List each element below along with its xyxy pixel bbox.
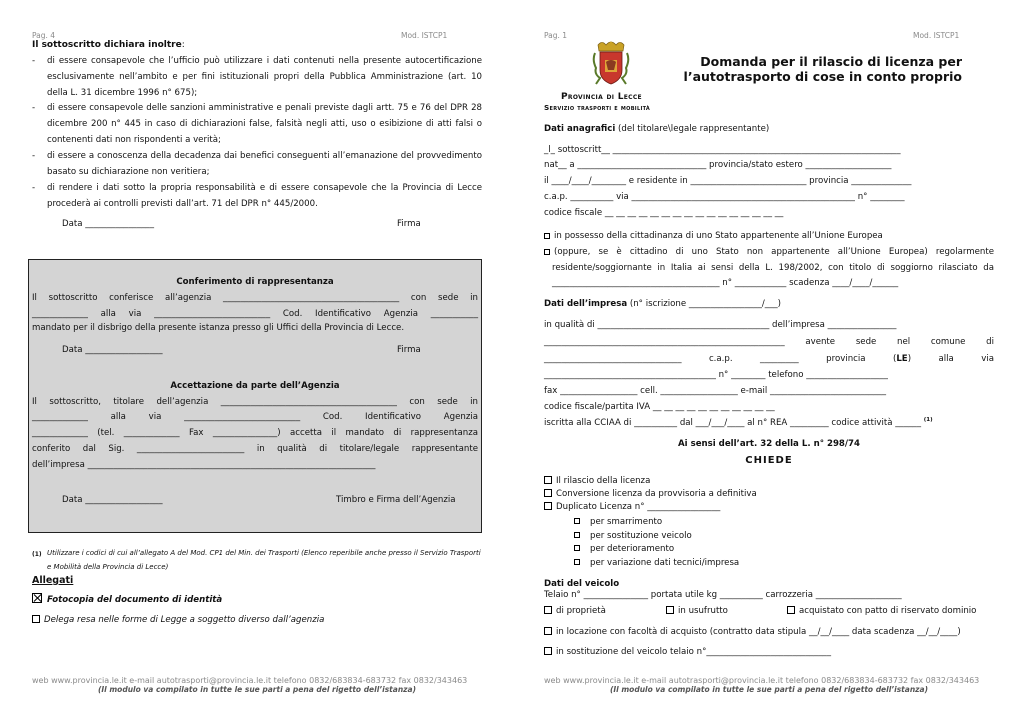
allegati-title: Allegati — [32, 575, 74, 586]
page-number: Pag. 1 — [544, 31, 568, 40]
duplicate-reason[interactable]: per deterioramento — [574, 544, 674, 554]
square-bullet-icon[interactable] — [574, 518, 580, 524]
declaration-item: - di essere consapevole delle sanzioni amministrative e penali previste dagli artt. 75 e 76 del DPR 28 dicembre 200 n° 445 in caso di dichiarazioni false, falsità negli atti, uso o esibizione di atti falsi o contenenti dati non rispondenti a verità; — [32, 103, 482, 145]
checkbox-icon[interactable] — [32, 615, 40, 623]
accettazione-title: Accettazione da parte dell’Agenzia — [170, 381, 340, 391]
org-service: Servizio trasporti e mobilità — [544, 103, 651, 112]
module-code: Mod. ISTCP1 — [913, 31, 960, 40]
ownership-option[interactable]: in usufrutto — [666, 606, 728, 616]
anagrafici-line[interactable]: nat__ a ______________________________ provincia/stato estero ____________________ — [544, 160, 892, 170]
square-bullet-icon[interactable] — [574, 559, 580, 565]
request-option[interactable]: Conversione licenza da provvisoria a definitiva — [544, 489, 757, 499]
request-option[interactable]: Duplicato Licenza n° _________________ — [544, 502, 720, 512]
footnote-text: Utilizzare i codici di cui all’allegato A del Mod. CP1 del Min. dei Trasporti (Elenco reperibile anche presso il Servizio Trasporti — [47, 549, 481, 557]
agency-stamp-label: Timbro e Firma dell’Agenzia — [336, 495, 456, 505]
replacement-option[interactable]: in sostituzione del veicolo telaio n°_____________________________ — [544, 647, 831, 657]
declaration-heading: Il sottoscritto dichiara inoltre: — [32, 40, 185, 50]
request-option[interactable]: Il rilascio della licenza — [544, 476, 650, 486]
footer-note: (Il modulo va compilato in tutte le sue parti a pena del rigetto dell’istanza) — [609, 685, 929, 694]
duplicate-reason[interactable]: per smarrimento — [574, 517, 662, 527]
impresa-line[interactable]: fax __________________ cell. __________________ e-mail ___________________________ — [544, 386, 887, 396]
conferimento-signature: Firma — [397, 345, 421, 355]
duplicate-reason[interactable]: per variazione dati tecnici/impresa — [574, 558, 739, 568]
square-bullet-icon[interactable] — [574, 532, 580, 538]
checkbox-checked-icon[interactable] — [32, 593, 42, 603]
footnote-number: (1) — [32, 551, 42, 558]
checkbox-icon[interactable] — [544, 627, 552, 635]
declaration-item: - di essere consapevole che l’ufficio può utilizzare i dati contenuti nella presente autocertificazione esclusivamente nell’ambito e per fini istituzionali propri della Pubblica Amministrazione (art. 10 della L. 31 dicembre 1996 n° 675); — [32, 56, 482, 98]
checkbox-icon[interactable] — [544, 502, 552, 510]
checkbox-icon[interactable] — [544, 249, 550, 255]
conferimento-date[interactable]: Data __________________ — [62, 345, 163, 355]
conferimento-line[interactable]: Il sottoscritto conferisce all’agenzia _________________________________________ con sede in — [32, 293, 478, 303]
checkbox-icon[interactable] — [787, 606, 795, 614]
anagrafici-line[interactable]: _l_ sottoscritt__ ___________________________________________________________________ — [544, 145, 901, 155]
anagrafici-line[interactable]: c.a.p. __________ via ____________________________________________________ n° ________ — [544, 192, 905, 202]
checkbox-icon[interactable] — [544, 489, 552, 497]
vehicle-line[interactable]: Telaio n° _______________ portata utile kg __________ carrozzeria ____________________ — [544, 590, 902, 600]
signature-label: Firma — [397, 219, 421, 229]
conferimento-line: mandato per il disbrigo della presente istanza presso gli Uffici della Provincia di Lecce. — [32, 323, 405, 333]
ownership-option[interactable]: di proprietà — [544, 606, 606, 616]
module-code: Mod. ISTCP1 — [401, 31, 448, 40]
allegato-item[interactable]: Fotocopia del documento di identità — [32, 593, 222, 605]
footnote-text: e Mobilità della Provincia di Lecce) — [47, 563, 169, 571]
accettazione-line[interactable]: _____________ (tel. _____________ Fax _______________) accetta il mandato di rappresentanza — [32, 428, 478, 438]
impresa-line[interactable]: in qualità di ________________________________________ dell’impresa ________________ — [544, 320, 897, 330]
footer-contacts: web www.provincia.le.it e-mail autotrasporti@provincia.le.it telefono 0832/683834-683732 fax 0832/343463 — [544, 676, 980, 685]
impresa-line[interactable]: ________________________________________ n° ________ telefono ___________________ — [544, 370, 888, 380]
page-1 — [512, 0, 1024, 724]
checkbox-icon[interactable] — [544, 476, 552, 484]
anagrafici-heading: Dati anagrafici (del titolare\legale rappresentante) — [544, 124, 770, 134]
declaration-item: - di essere a conoscenza della decadenza dai benefici conseguenti all’emanazione del provvedimento basato su dichiarazione non veritiera; — [32, 151, 482, 177]
law-reference: Ai sensi dell’art. 32 della L. n° 298/74 — [677, 439, 861, 449]
cciaa-line[interactable]: iscritta alla CCIAA di __________ dal ___/___/____ al n° REA _________ codice attività ______ $^{(1)}$ — [544, 417, 933, 428]
duplicate-reason[interactable]: per sostituzione veicolo — [574, 531, 692, 541]
checkbox-icon[interactable] — [666, 606, 674, 614]
impresa-line[interactable]: ________________________________________________________ avente sede nel comune di — [544, 337, 994, 347]
square-bullet-icon[interactable] — [574, 545, 580, 551]
citizenship-option[interactable]: in possesso della cittadinanza di uno Stato appartenente all’Unione Europea — [544, 231, 883, 241]
ownership-option[interactable]: acquistato con patto di riservato dominio — [787, 606, 976, 616]
form-title: Domanda per il rilascio di licenza per l’autotrasporto di cose in conto proprio — [683, 54, 962, 84]
tax-code-field[interactable]: codice fiscale __ __ __ __ __ __ __ __ __ __ __ __ __ __ __ __ — [544, 208, 784, 218]
checkbox-icon[interactable] — [544, 647, 552, 655]
org-name: Provincia di Lecce — [561, 92, 642, 102]
lease-option[interactable]: in locazione con facoltà di acquisto (contratto data stipula __/__/____ data scadenza __/__/____) — [544, 627, 961, 637]
date-field[interactable]: Data ________________ — [62, 219, 155, 229]
vehicle-heading: Dati del veicolo — [544, 579, 620, 589]
chiede-heading: CHIEDE — [745, 455, 793, 466]
conferimento-title: Conferimento di rappresentanza — [176, 277, 334, 287]
accettazione-line[interactable]: conferito dal Sig. _________________________ in qualità di titolare/legale rappresentante — [32, 444, 478, 454]
anagrafici-line[interactable]: il ____/____/________ e residente in ___________________________ provincia ______________ — [544, 176, 912, 186]
province-crest — [592, 40, 630, 86]
accettazione-line[interactable]: Il sottoscritto, titolare dell’agenzia _________________________________________ con sede in — [32, 397, 478, 407]
footer-note: (Il modulo va compilato in tutte le sue parti a pena del rigetto dell’istanza) — [97, 685, 417, 694]
citizenship-line: residente/soggiornante in Italia ai sensi della L. 198/2002, con titolo di soggiorno rilasciato da — [552, 263, 994, 273]
checkbox-icon[interactable] — [544, 233, 550, 239]
impresa-line[interactable]: ________________________________ c.a.p. _________ provincia (LE) alla via — [544, 354, 994, 364]
vat-field[interactable]: codice fiscale/partita IVA __ __ __ __ __ __ __ __ __ __ __ — [544, 402, 775, 412]
footer-contacts: web www.provincia.le.it e-mail autotrasporti@provincia.le.it telefono 0832/683834-683732 fax 0832/343463 — [32, 676, 468, 685]
accettazione-line[interactable]: dell’impresa ___________________________________________________________________ — [32, 460, 376, 470]
declaration-item: - di rendere i dati sotto la propria responsabilità e di essere consapevole che la Provincia di Lecce procederà ai controlli previsti dall’art. 71 del DPR n° 445/2000. — [32, 183, 482, 209]
permit-line[interactable]: _______________________________________ n° ____________ scadenza ____/____/______ — [552, 278, 899, 288]
checkbox-icon[interactable] — [544, 606, 552, 614]
accettazione-date[interactable]: Data __________________ — [62, 495, 163, 505]
citizenship-option[interactable]: (oppure, se è cittadino di uno Stato non appartenente all’Unione Europea) regolarmente — [544, 247, 994, 257]
accettazione-line[interactable]: _____________ alla via ___________________________ Cod. Identificativo Agenzia — [32, 412, 478, 422]
impresa-heading: Dati dell’impresa (n° iscrizione _________________/___) — [544, 299, 782, 309]
conferimento-line[interactable]: _____________ alla via ___________________________ Cod. Identificativo Agenzia ___________ — [32, 309, 478, 319]
page-number: Pag. 4 — [32, 31, 56, 40]
allegato-item[interactable]: Delega resa nelle forme di Legge a soggetto diverso dall’agenzia — [32, 615, 324, 625]
